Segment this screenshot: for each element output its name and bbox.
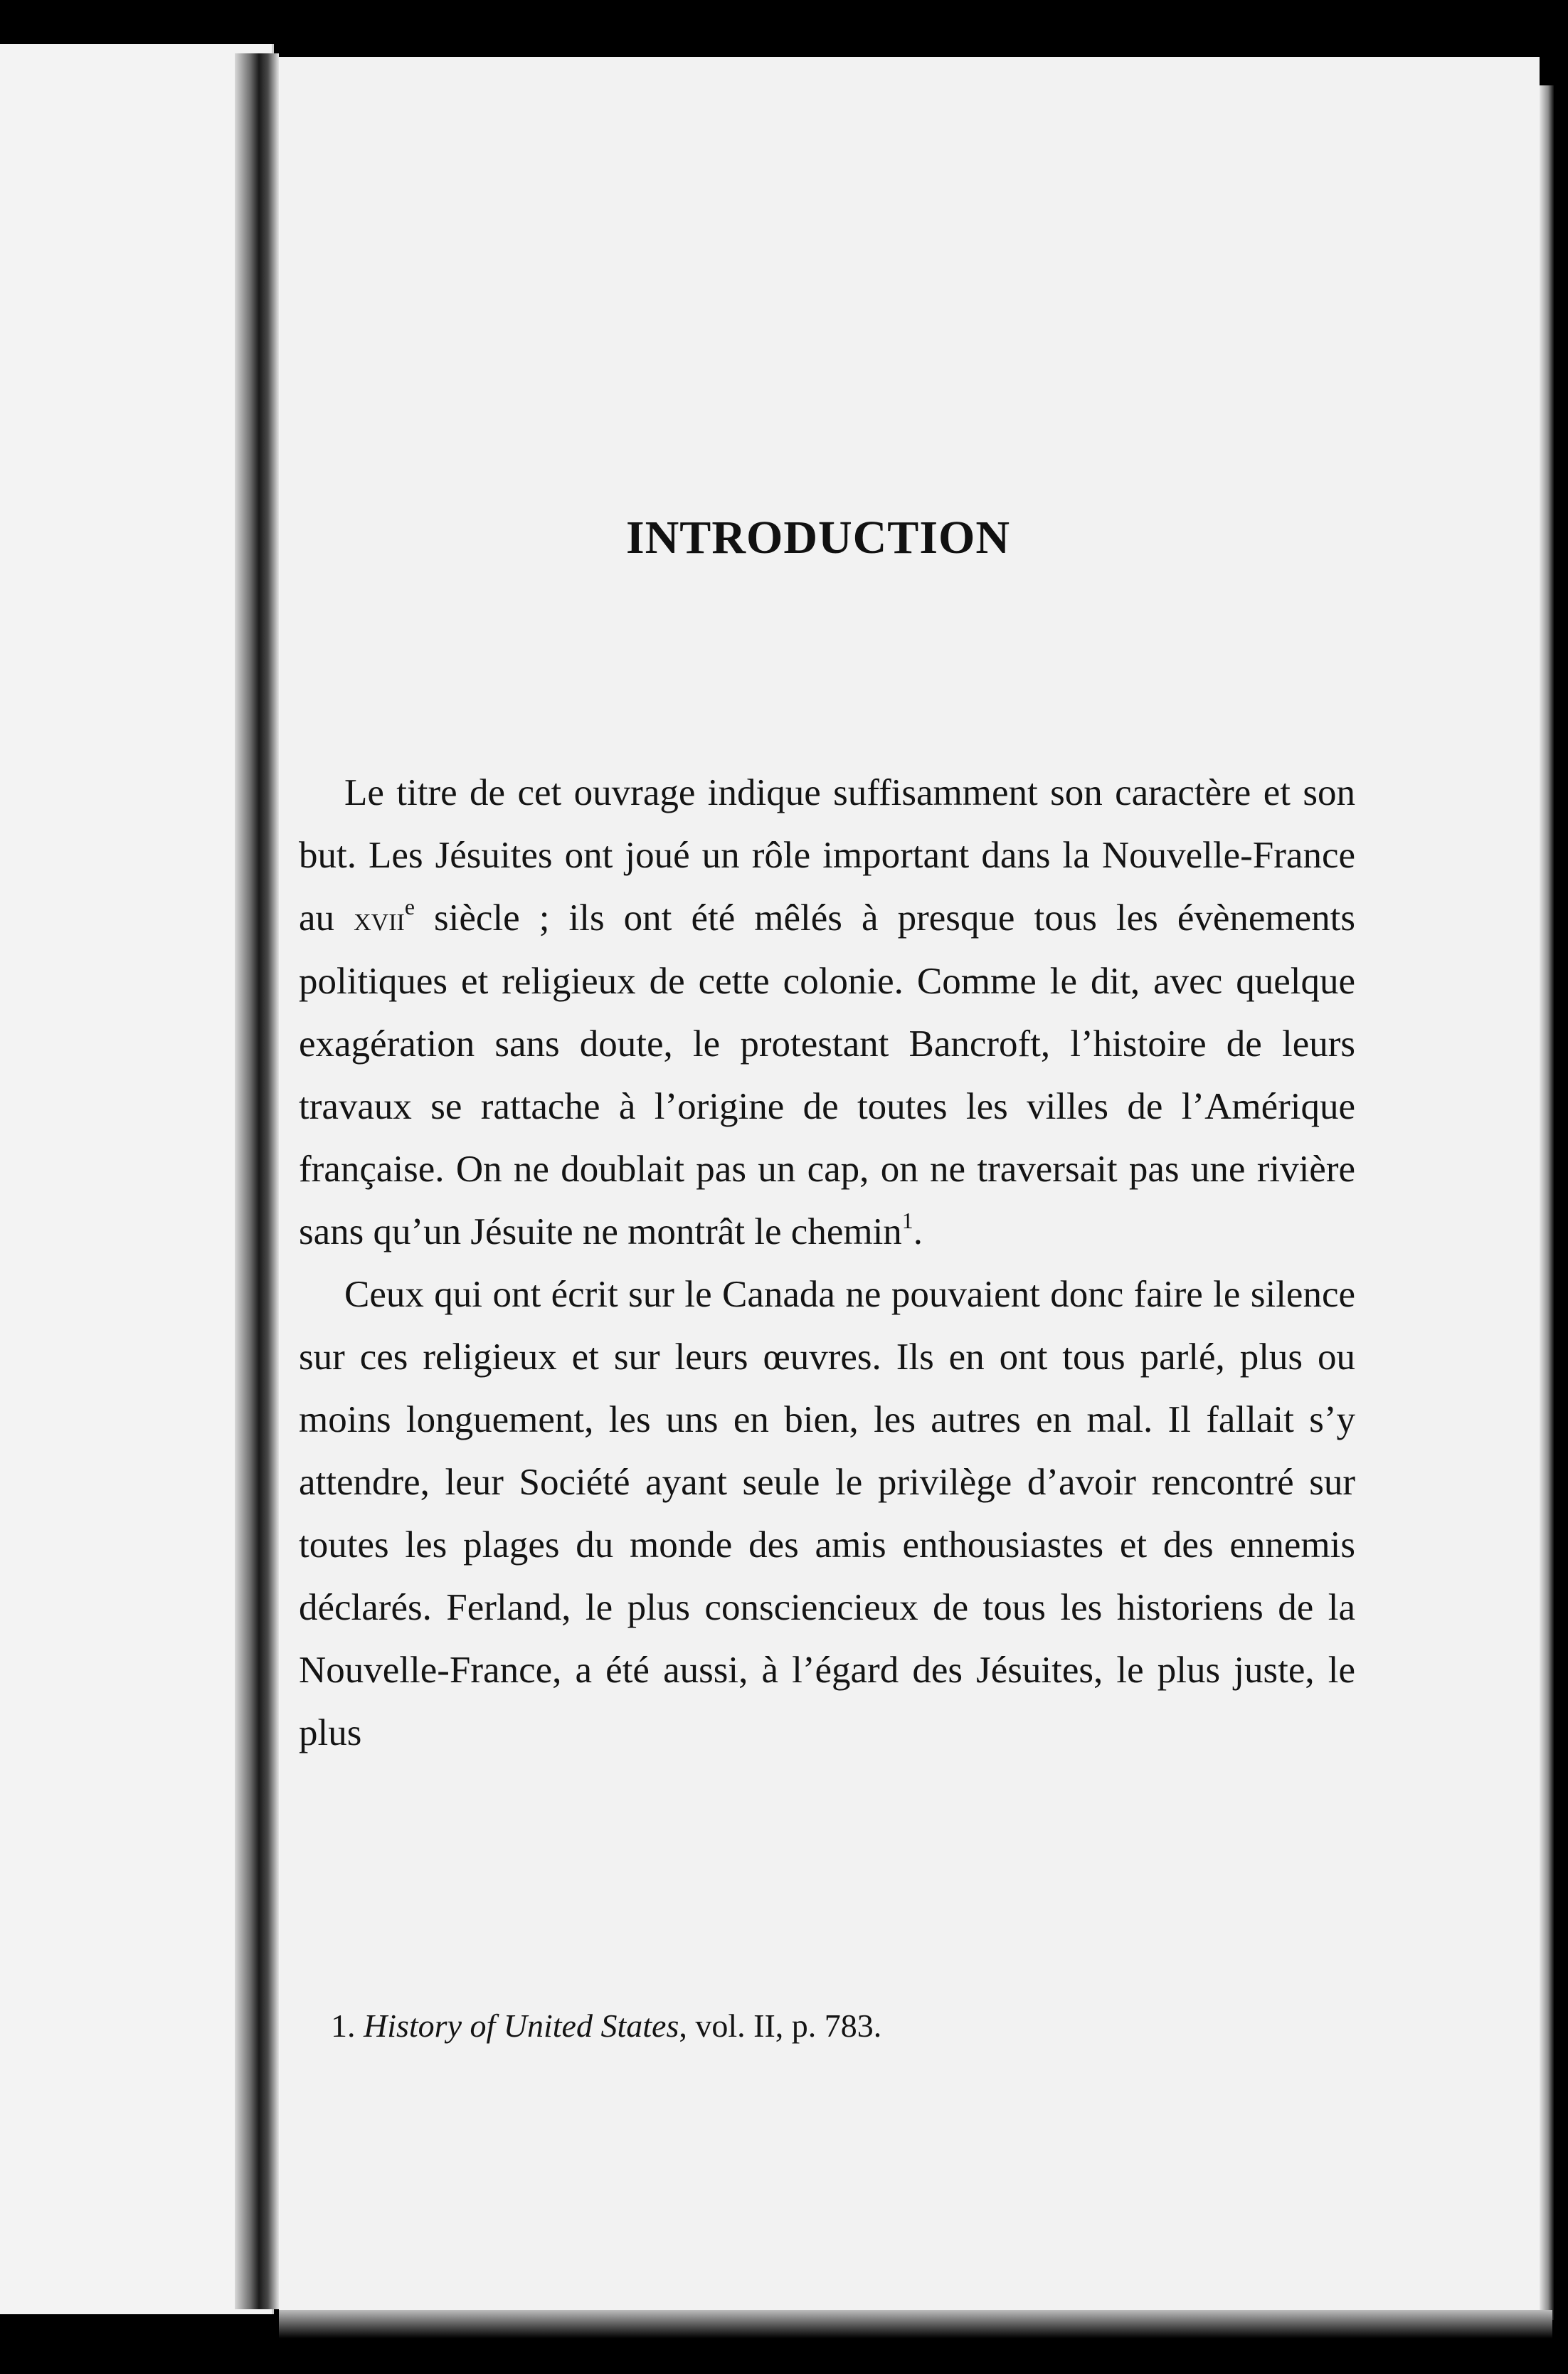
- paragraph-1-part-2: siècle ; ils ont été mêlés à presque tous les évènements politiques et religieux de cette colonie. Comme le dit, avec quelque exagération sans doute, le protestant Bancroft, l’histoire de leurs travaux se rattache à l’origine de toutes les villes de l’Amérique française. On ne doublait pas un cap, on ne traversait pas une rivière sans qu’un Jésuite ne montrât le chemin: [299, 897, 1355, 1252]
- footnote-number: 1.: [331, 2008, 356, 2044]
- footnote-citation: , vol. II, p. 783.: [679, 2008, 882, 2044]
- century-suffix: e: [404, 894, 415, 919]
- footnote-work-title: History of United States: [364, 2008, 679, 2044]
- page-edge-shadow: [1540, 85, 1554, 2320]
- footnote-reference: 1: [901, 1208, 913, 1233]
- paragraph-1: [299, 761, 1355, 1263]
- body-text: [299, 761, 1355, 1764]
- chapter-title: INTRODUCTION: [625, 512, 1011, 564]
- book-gutter: [235, 53, 279, 2309]
- footnote: [331, 2007, 881, 2045]
- paragraph-2: Ceux qui ont écrit sur le Canada ne pouvaient donc faire le silence sur ces religieux et sur leurs œuvres. Ils en ont tous parlé, plus ou moins longuement, les uns en bien, les autres en mal. Il fallait s’y attendre, leur Société ayant seule le privilège d’avoir rencontré sur toutes les plages du monde des amis enthousiastes et des ennemis déclarés. Ferland, le plus consciencieux de tous les historiens de la Nouvelle-France, a été aussi, à l’égard des Jésuites, le plus juste, le plus: [299, 1274, 1355, 1753]
- left-page-blank: [0, 44, 274, 2314]
- paragraph-1-part-3: .: [913, 1211, 923, 1252]
- page-bottom-shadow: [279, 2310, 1552, 2338]
- century-numeral: xvii: [354, 900, 405, 938]
- paragraph-1-part-1: Le titre de cet ouvrage indique suffisamment son caractère et son but. Les Jésuites ont joué un rôle important dans la Nouvelle-France au: [299, 772, 1355, 939]
